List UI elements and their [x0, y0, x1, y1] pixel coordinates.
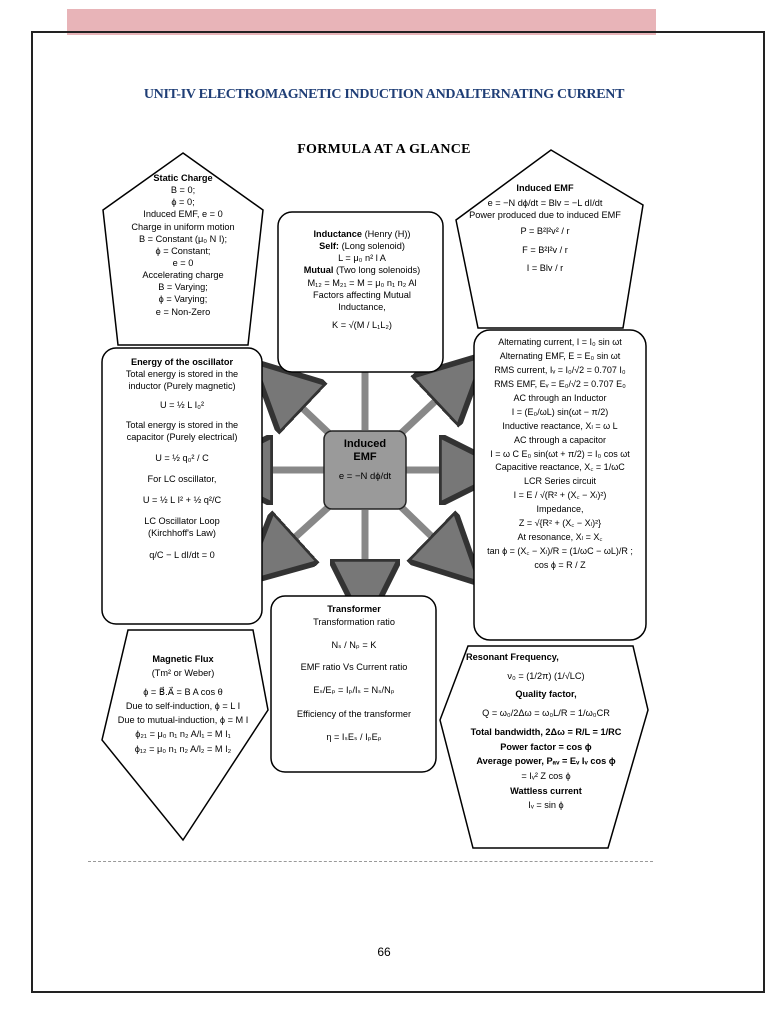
static-line-10: e = Non-Zero [155, 306, 211, 317]
ac-l7: Inductive reactance, Xₗ = ω L [502, 420, 618, 431]
ac-l14: Z = √{R² + (X꜀ − Xₗ)²} [518, 518, 602, 529]
inductance-title: Inductance [313, 229, 362, 239]
tr-l6: η = IₛEₛ / IₚEₚ [326, 732, 382, 743]
ac-l10: Capacitive reactance, X꜀ = 1/ωC [495, 462, 625, 473]
factors-line: Factors affecting Mutual [313, 289, 411, 300]
tr-l2: Nₛ / Nₚ = K [331, 639, 377, 650]
flux-l1: ϕ = B⃗.A⃗ = B A cos θ [143, 686, 223, 697]
static-line-4: B = Constant (μ₀ N I); [139, 233, 227, 244]
res-l6: Average power, Pₐᵥ = Eᵥ Iᵥ cos ϕ [476, 756, 616, 767]
arrow-up-right [396, 378, 460, 438]
oscillator-box [103, 356, 261, 561]
arrow-up-left [278, 385, 334, 438]
res-l4: Total bandwidth, 2Δω = R/L = 1/RC [470, 726, 622, 737]
power-title: Power produced due to induced EMF [469, 210, 621, 221]
self-desc: (Long solenoid) [341, 241, 405, 252]
osc-l7: (Kirchhoff's Law) [148, 528, 216, 539]
static-line-5: ϕ = Constant; [155, 245, 211, 256]
arrow-down-right [396, 502, 456, 560]
res-l7: = Iᵥ² Z cos ϕ [521, 771, 571, 782]
osc-l6: LC Oscillator Loop [144, 516, 220, 527]
mutual-title: Mutual [303, 265, 334, 276]
induced-emf-box [456, 182, 634, 274]
static-line-9: ϕ = Varying; [158, 294, 208, 305]
ac-l16: tan ϕ = (X꜀ − Xₗ)/R = (1/ωC − ωL)/R ; [487, 546, 633, 557]
tr-l1: Transformation ratio [313, 617, 395, 628]
ac-l9: I = ω C E₀ sin(ωt + π/2) = I₀ cos ωt [490, 448, 630, 459]
k-formula: K = √(M / L₁L₂) [332, 319, 392, 330]
osc-l1: Total energy is stored in the [125, 369, 239, 380]
induced-emf-title: Induced EMF [516, 183, 574, 193]
tr-l3: EMF ratio Vs Current ratio [300, 662, 408, 673]
ac-l11: LCR Series circuit [523, 476, 597, 487]
flux-unit: (Tm² or Weber) [151, 668, 215, 679]
osc-u2: U = ½ q₀² / C [155, 452, 209, 463]
static-line-8: B = Varying; [158, 282, 208, 293]
flux-l5: ϕ₁₂ = μ₀ n₁ n₂ A/l₂ = M I₂ [134, 743, 232, 754]
res-l1: ν₀ = (1/2π) (1/√LC) [507, 670, 585, 681]
transformer-title: Transformer [327, 604, 381, 614]
figure-title: FORMULA AT A GLANCE [297, 142, 471, 157]
page-number: 66 [377, 945, 391, 959]
factors-line-2: Inductance, [338, 301, 386, 312]
osc-l4: capacitor (Purely electrical) [126, 431, 238, 442]
osc-l3: Total energy is stored in the [125, 419, 239, 430]
tr-l5: Efficiency of the transformer [296, 708, 412, 719]
ac-l8: AC through a capacitor [513, 434, 607, 445]
static-line-1: ϕ = 0; [171, 197, 195, 208]
current-formula: I = Blv / r [526, 262, 564, 273]
transformer-box [273, 603, 435, 744]
res-l9: Iᵥ = sin ϕ [528, 800, 564, 811]
static-line-6: e = 0 [172, 257, 194, 268]
osc-l2: inductor (Purely magnetic) [128, 381, 236, 392]
ac-l6: I = (E₀/ωL) sin(ωt − π/2) [511, 406, 609, 417]
ac-l3: RMS current, Iᵥ = I₀/√2 = 0.707 I₀ [494, 364, 626, 375]
resonance-box [458, 650, 634, 813]
osc-u4: q/C − L dI/dt = 0 [149, 549, 215, 560]
self-title: Self: [319, 241, 339, 252]
res-l8: Wattless current [510, 785, 582, 796]
inductance-unit: (Henry (H)) [364, 229, 411, 239]
mutual-formula: M₁₂ = M₂₁ = M = μ₀ n₁ n₂ Al [307, 277, 417, 288]
mutual-desc: (Two long solenoids) [335, 265, 421, 276]
flux-l3: Due to mutual-induction, ϕ = M I [117, 715, 249, 725]
center-formula: e = −N dϕ/dt [338, 471, 392, 483]
osc-u3: U = ½ L I² + ½ q²/C [142, 495, 222, 506]
ac-l17: cos ϕ = R / Z [534, 560, 586, 570]
static-charge-title: Static Charge [153, 173, 213, 183]
flux-l2: Due to self-induction, ϕ = L I [125, 700, 241, 711]
page-heading: UNIT-IV ELECTROMAGNETIC INDUCTION ANDALTERNATING CURRENT [143, 87, 625, 102]
res-l3: Q = ω₀/2Δω = ω₀L/R = 1/ω₀CR [482, 708, 610, 719]
ac-l13: Impedance, [536, 504, 584, 515]
static-line-7: Accelerating charge [142, 270, 224, 281]
ac-l4: RMS EMF, Eᵥ = E₀/√2 = 0.707 E₀ [494, 378, 626, 389]
ac-l12: I = E / √(R² + (X꜀ − Xₗ)²) [513, 490, 607, 501]
ac-l15: At resonance, Xₗ = X꜀ [517, 532, 603, 543]
ac-l1: Alternating current, I = I₀ sin ωt [498, 337, 622, 347]
tr-l4: Eₛ/Eₚ = Iₚ/Iₛ = Nₛ/Nₚ [313, 685, 395, 696]
flux-box [98, 652, 268, 756]
ac-box [475, 336, 645, 573]
ac-l5: AC through an Inductor [513, 392, 607, 403]
res-l5: Power factor = cos ϕ [500, 741, 592, 752]
force-formula: F = B²l²v / r [522, 244, 568, 255]
res-l2: Quality factor, [515, 689, 577, 700]
arrow-down-left [270, 502, 334, 560]
flux-title: Magnetic Flux [152, 654, 214, 664]
static-line-0: B = 0; [170, 185, 196, 196]
induced-emf-formula: e = −N dϕ/dt = Blv = −L dI/dt [487, 198, 603, 209]
osc-l5: For LC oscillator, [147, 473, 217, 484]
inductance-box [282, 228, 442, 331]
center-title: Induced EMF [343, 438, 387, 463]
flux-l4: ϕ₂₁ = μ₀ n₁ n₂ A/l₁ = M I₁ [135, 729, 231, 740]
static-line-2: Induced EMF, e = 0 [143, 209, 223, 220]
static-line-3: Charge in uniform motion [131, 221, 235, 232]
static-charge-box [108, 172, 258, 318]
osc-u1: U = ½ L I₀² [159, 400, 205, 411]
oscillator-title: Energy of the oscillator [130, 357, 234, 367]
resonance-title: Resonant Frequency, [466, 652, 559, 662]
ac-l2: Alternating EMF, E = E₀ sin ωt [499, 350, 621, 361]
power-formula: P = B²l²v² / r [520, 226, 570, 237]
figure-bottom-rule [88, 861, 653, 862]
center-label [324, 438, 406, 482]
self-formula: L = μ₀ n² l A [338, 253, 386, 264]
